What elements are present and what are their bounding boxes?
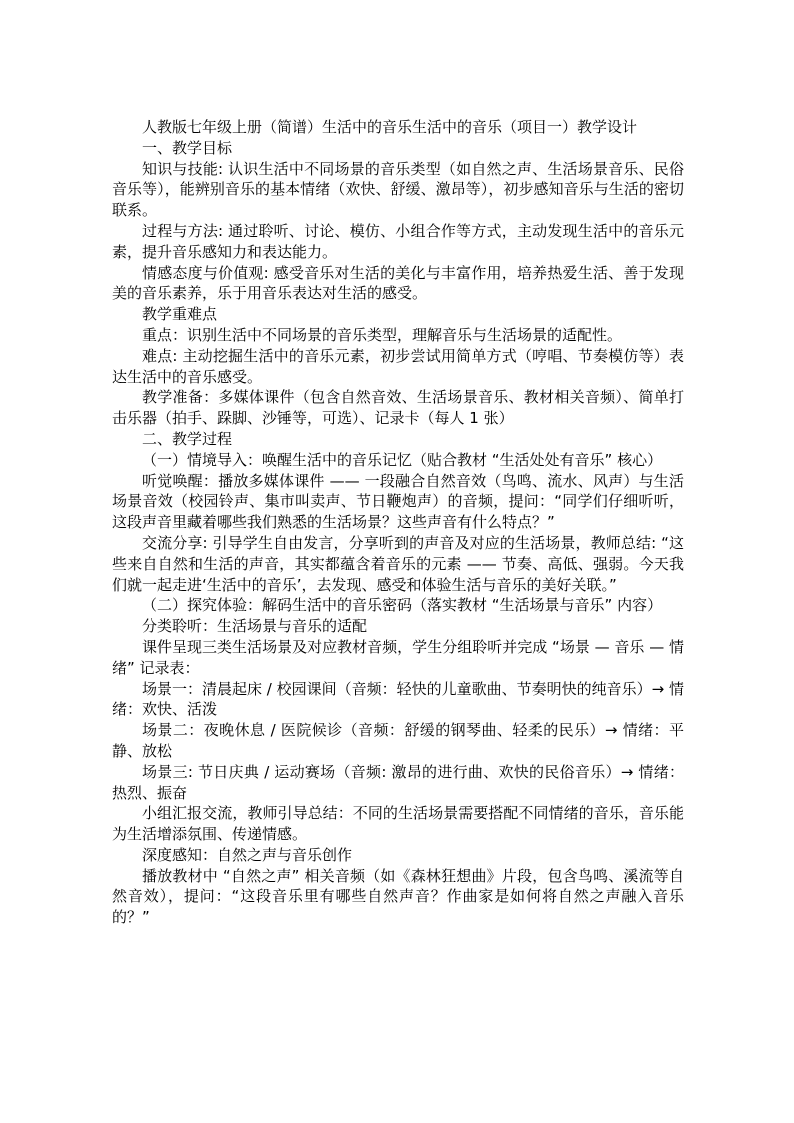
paragraph-knowledge-skills: 知识与技能: 认识生活中不同场景的音乐类型（如自然之声、生活场景音乐、民俗音乐等），能辨别音乐的基本情绪（欢快、舒缓、激昂等），初步感知音乐与生活的密切联系。: [112, 159, 684, 220]
paragraph-category-listening: 分类聆听：生活场景与音乐的适配: [142, 617, 368, 636]
subheading-exploration: （二）探究体验：解码生活中的音乐密码（落实教材 “生活场景与音乐” 内容）: [142, 596, 663, 615]
paragraph-nature-sounds: 播放教材中 “自然之声” 相关音频（如《森林狂想曲》片段，包含鸟鸣、溪流等自然音效），提问：“这段音乐里有哪些自然声音？作曲家是如何将自然之声融入音乐的？”: [112, 866, 684, 927]
paragraph-scene-two: 场景二：夜晚休息 / 医院候诊（音频：舒缓的钢琴曲、轻柔的民乐）→ 情绪：平静、放松: [112, 721, 684, 760]
paragraph-deep-perception: 深度感知：自然之声与音乐创作: [142, 845, 353, 864]
paragraph-process-methods: 过程与方法: 通过聆听、讨论、模仿、小组合作等方式，主动发现生活中的音乐元素，提升音乐感知力和表达能力。: [112, 221, 684, 261]
paragraph-emotion-values: 情感态度与价值观: 感受音乐对生活的美化与丰富作用，培养热爱生活、善于发现美的音乐素养，乐于用音乐表达对生活的感受。: [112, 263, 684, 303]
document-title: 人教版七年级上册（简谱）生活中的音乐生活中的音乐（项目一）教学设计: [142, 118, 638, 136]
paragraph-listening-awaken: 听觉唤醒：播放多媒体课件 —— 一段融合自然音效（鸟鸣、流水、风声）与生活场景音效（校园铃声、集市叫卖声、节日鞭炮声）的音频，提问：“同学们仔细听听，这段声音里藏着哪些我们熟悉的生活场景？这些声音有什么特点？”: [112, 471, 684, 532]
paragraph-sharing: 交流分享: 引导学生自由发言，分享听到的声音及对应的生活场景，教师总结: “这些来自自然和生活的声音，其实都蕴含着音乐的元素 —— 节奏、高低、强弱。今天我们就一起走进‘生活中的音乐’，去发现、感受和体验生活与音乐的美好关联。”: [112, 533, 684, 594]
section-heading-key-points: 教学重难点: [142, 305, 218, 324]
paragraph-key-point: 重点：识别生活中不同场景的音乐类型，理解音乐与生活场景的适配性。: [142, 325, 623, 344]
paragraph-courseware: 课件呈现三类生活场景及对应教材音频，学生分组聆听并完成 “场景 — 音乐 — 情绪” 记录表：: [112, 637, 684, 677]
paragraph-scene-one: 场景一：清晨起床 / 校园课间（音频：轻快的儿童歌曲、节奏明快的纯音乐）→ 情绪：欢快、活泼: [112, 679, 684, 719]
subheading-introduction: （一）情境导入：唤醒生活中的音乐记忆（贴合教材 “生活处处有音乐” 核心）: [142, 450, 663, 469]
paragraph-preparation: 教学准备：多媒体课件（包含自然音效、生活场景音乐、教材相关音频）、简单打击乐器（拍手、跺脚、沙锤等，可选）、记录卡（每人 1 张）: [112, 388, 684, 428]
paragraph-scene-three: 场景三: 节日庆典 / 运动赛场（音频: 激昂的进行曲、欢快的民俗音乐）→ 情绪：热烈、振奋: [112, 762, 684, 802]
paragraph-difficulty: 难点: 主动挖掘生活中的音乐元素，初步尝试用简单方式（哼唱、节奏模仿等）表达生活中的音乐感受。: [112, 346, 684, 386]
section-heading-objectives: 一、教学目标: [142, 138, 233, 157]
document-page: [112, 117, 684, 928]
paragraph-group-report: 小组汇报交流，教师引导总结：不同的生活场景需要搭配不同情绪的音乐，音乐能为生活增添氛围、传递情感。: [112, 804, 684, 844]
section-heading-process: 二、教学过程: [142, 429, 233, 448]
